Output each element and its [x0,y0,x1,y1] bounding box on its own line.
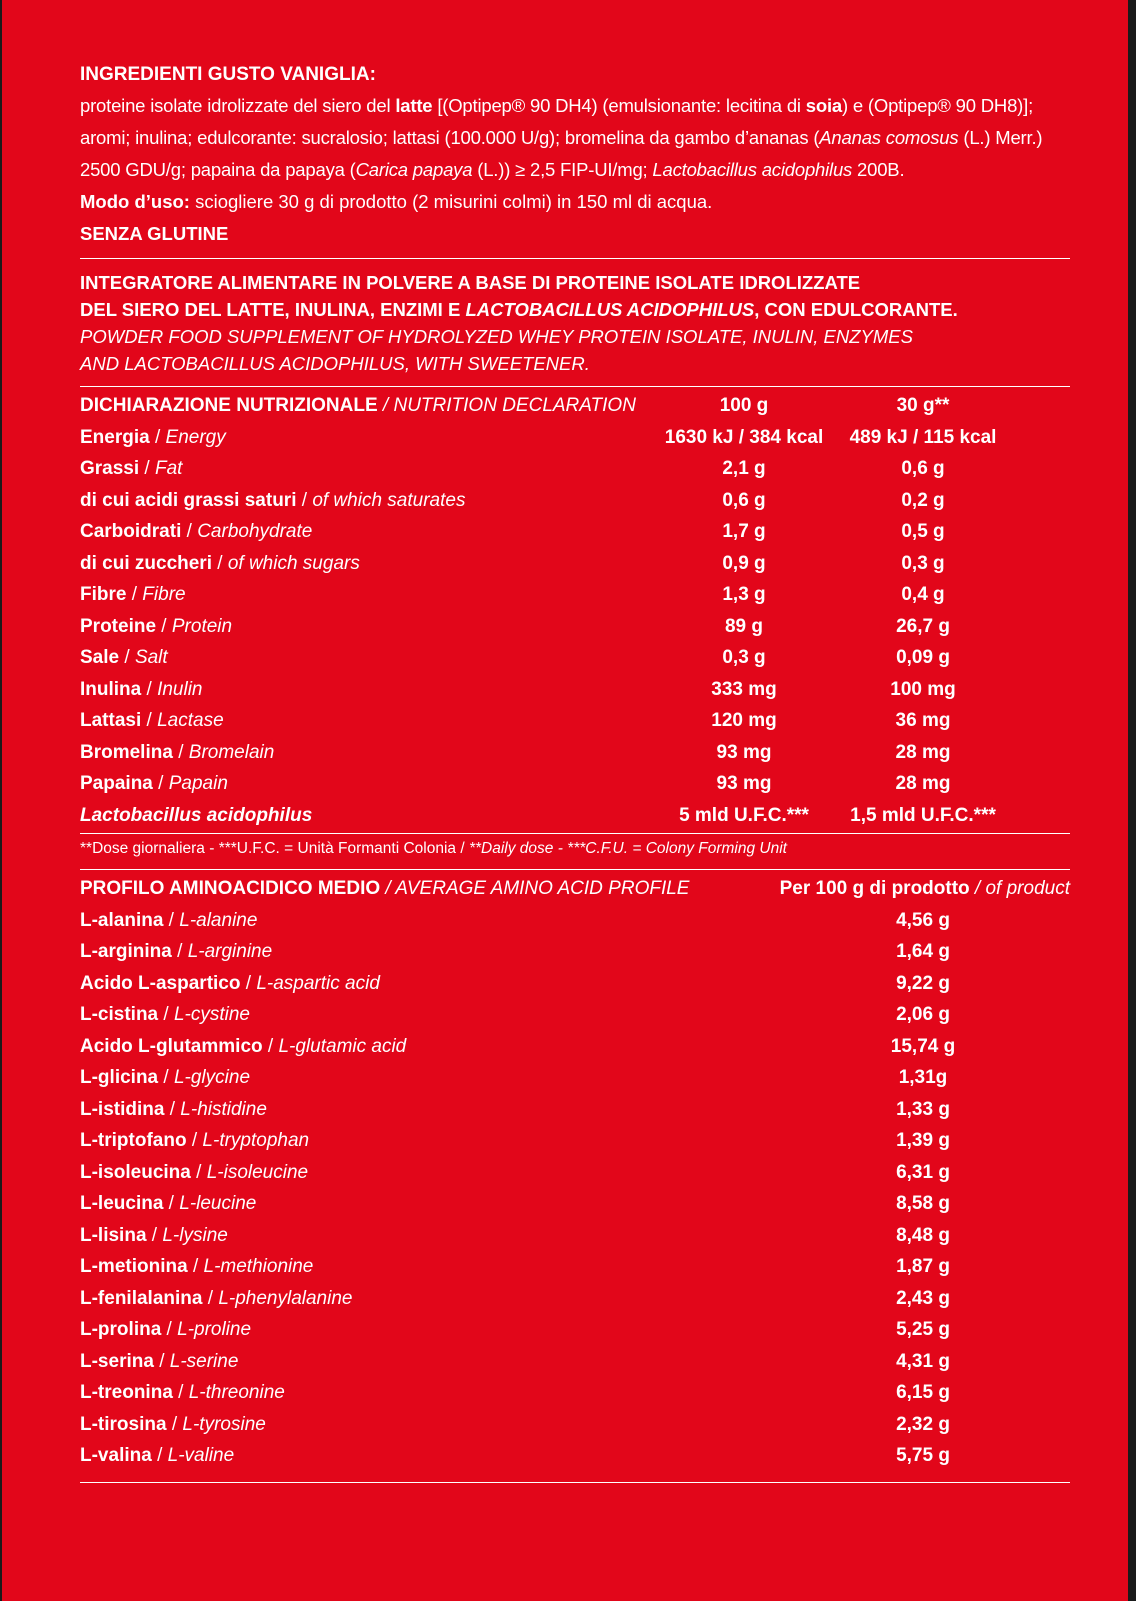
divider [80,1482,1070,1483]
nutrient-sep: / [156,615,172,637]
amino-row [80,1440,1070,1472]
amino-sep: / [190,1161,207,1183]
amino-value: 4,56 g [896,909,950,931]
nutrient-value-30g: 100 mg [890,678,956,700]
amino-name-en: L-tyrosine [182,1413,266,1435]
amino-sep: / [164,1098,181,1120]
amino-sep: / [172,1382,189,1403]
product-title-it-2c: , CON EDULCORANTE. [754,299,958,320]
amino-name-it: L-prolina [80,1319,162,1340]
nutrient-sep: / [141,710,158,731]
amino-sep: / [240,972,257,994]
nutrient-label [80,768,228,800]
amino-label [80,1283,352,1315]
nutrient-value-100g: 0,9 g [722,552,766,574]
product-title-en-2: AND LACTOBACILLUS ACIDOPHILUS, WITH SWEETENER. [80,353,590,374]
amino-name-en: L-arginine [187,941,273,962]
amino-label [80,1125,309,1157]
product-title-it-1: INTEGRATORE ALIMENTARE IN POLVERE A BASE DI PROTEINE ISOLATE IDROLIZZATE [80,272,861,293]
nutrient-name-it: di cui acidi grassi saturi [80,489,297,511]
amino-sep: / [166,1413,183,1435]
amino-name-en: L-glycine [173,1067,251,1088]
amino-header [80,873,1070,905]
nutrition-row [80,642,1070,674]
amino-table [80,873,1070,1472]
amino-label [80,905,257,937]
label-content [80,62,1070,1483]
amino-label [80,1188,256,1220]
nutrient-sep: / [152,773,169,794]
nutrient-label [80,422,226,454]
amino-label [80,1094,267,1126]
nutrition-row [80,516,1070,548]
nutrient-label [80,674,203,706]
nutrition-header-en: / NUTRITION DECLARATION [377,395,636,416]
nutrient-value-100g: 93 mg [716,741,772,763]
amino-row [80,1283,1070,1315]
amino-sep: / [146,1224,163,1246]
nutrient-value-30g: 28 mg [895,741,951,763]
nutrient-name-en: Salt [134,647,168,668]
nutrient-value-30g: 0,09 g [896,647,950,668]
amino-name-it: L-valina [80,1445,152,1466]
nutrition-row [80,737,1070,769]
nutrition-row [80,579,1070,611]
amino-value: 6,31 g [896,1161,950,1183]
amino-row [80,1157,1070,1189]
amino-sep: / [158,1067,174,1088]
ing-part-6: 200B. [852,159,905,180]
amino-name-en: L-proline [177,1319,252,1340]
nutrient-value-30g: 0,5 g [901,521,945,542]
nutrient-name-en: Lactase [157,710,224,731]
amino-label [80,1314,251,1346]
nutrient-label [80,485,465,517]
amino-header-it: PROFILO AMINOACIDICO MEDIO [80,878,381,899]
amino-label [80,1377,285,1409]
product-title-it-2b: LACTOBACILLUS ACIDOPHILUS [465,299,755,320]
nutrient-sep: / [181,521,198,542]
nutrient-label [80,611,232,643]
amino-name-en: L-leucine [179,1193,257,1214]
nutrient-sep: / [139,458,155,479]
nutrient-name-it: Bromelina [80,741,173,763]
amino-value: 5,75 g [896,1445,950,1466]
amino-name-it: L-alanina [80,909,164,931]
amino-name-en: L-aspartic acid [256,972,380,994]
amino-sep: / [158,1004,174,1025]
amino-name-it: L-arginina [80,941,172,962]
nutrient-value-30g: 489 kJ / 115 kcal [849,426,997,448]
nutrient-value-30g: 26,7 g [896,615,950,637]
ingredients-text [80,90,1070,186]
ing-part-5: (L.)) ≥ 2,5 FIP-UI/mg; [472,159,653,180]
amino-name-it: L-triptofano [80,1130,187,1151]
amino-row [80,1094,1070,1126]
nutrient-name-en: Papain [168,773,228,794]
nutrient-name-en: Energy [165,426,226,448]
footnote-it: **Dose giornaliera - ***U.F.C. = Unità Formanti Colonia / [80,840,469,857]
nutrition-row [80,422,1070,454]
lacto-v30: 1,5 mld U.F.C.*** [850,804,996,826]
nutrient-value-100g: 1,3 g [722,584,766,605]
nutrient-value-30g: 36 mg [895,710,951,731]
amino-row [80,1314,1070,1346]
amino-label [80,1220,228,1252]
allergen-soy: soia [805,95,842,116]
amino-row [80,1251,1070,1283]
nutrient-sep: / [296,489,313,511]
allergen-milk: latte [395,95,433,116]
amino-name-en: L-serine [169,1350,239,1372]
amino-row [80,1377,1070,1409]
nutrient-value-30g: 0,6 g [901,458,945,479]
ing-part-3: ) e (Optipep® 90 DH8)]; aromi; inulina; edulcorante: sucralosio; lattasi (100.000 U/g); bromelina da gambo d’ananas ( [80,95,1034,148]
amino-sep: / [151,1445,168,1466]
lacto-v100: 5 mld U.F.C.*** [679,804,809,826]
nutrition-row [80,485,1070,517]
divider [80,869,1070,870]
amino-header-label [80,873,689,905]
nutrient-sep: / [149,426,166,448]
amino-value: 1,33 g [896,1098,950,1120]
nutrient-label [80,548,360,580]
amino-value: 1,39 g [896,1130,950,1151]
amino-row [80,1409,1070,1441]
divider [80,258,1070,259]
amino-name-en: L-valine [167,1445,235,1466]
amino-name-it: L-leucina [80,1193,164,1214]
amino-name-en: L-isoleucine [206,1161,309,1183]
nutrient-sep: / [119,647,135,668]
nutrition-row [80,768,1070,800]
amino-name-en: L-methionine [203,1256,314,1277]
ing-part-4: (L.) Merr.) 2500 GDU/g; papaina da papaya ( [80,127,1043,180]
nutrient-sep: / [141,678,158,700]
amino-name-en: L-alanine [179,909,258,931]
nutrient-sep: / [172,741,189,763]
amino-name-it: L-treonina [80,1382,173,1403]
amino-name-it: Acido L-aspartico [80,972,241,994]
amino-name-it: L-isoleucina [80,1161,191,1183]
product-title-it-2 [80,296,1070,323]
nutrient-value-100g: 93 mg [716,773,772,794]
amino-label [80,1440,234,1472]
nutrition-row [80,611,1070,643]
nutrient-value-100g: 0,3 g [722,647,766,668]
nutrition-row [80,453,1070,485]
amino-rows [80,905,1070,1472]
product-description [80,269,1070,377]
amino-name-it: L-lisina [80,1224,147,1246]
usage-line [80,186,1070,218]
nutrient-name-it: Sale [80,647,120,668]
nutrient-name-it: di cui zuccheri [80,552,212,574]
amino-col-en: / of product [969,878,1070,899]
nutrient-value-100g: 1,7 g [722,521,766,542]
nutrient-name-it: Carboidrati [80,521,182,542]
nutrition-header [80,390,1070,422]
amino-row [80,1031,1070,1063]
left-edge-border [0,0,2,1601]
nutrition-rows [80,422,1070,800]
nutrient-name-it: Proteine [80,615,157,637]
col-100g: 100 g [719,395,769,416]
nutrient-name-en: Fibre [142,584,186,605]
nutrient-value-100g: 2,1 g [722,458,766,479]
nutrient-name-en: Fat [155,458,183,479]
amino-name-it: L-tirosina [80,1413,167,1435]
nutrition-row-lactobacillus [80,800,1070,832]
amino-row [80,1062,1070,1094]
ingredients-title: INGREDIENTI GUSTO VANIGLIA: [80,64,376,85]
amino-value: 8,58 g [896,1193,950,1214]
nutrient-label [80,705,224,737]
nutrient-value-30g: 0,2 g [901,489,945,511]
amino-name-it: L-fenilalanina [80,1287,203,1309]
amino-col-header [760,873,1070,905]
amino-name-it: L-metionina [80,1256,188,1277]
amino-value: 6,15 g [896,1382,950,1403]
nutrient-name-it: Papaina [80,773,153,794]
nutrient-name-en: Protein [171,615,233,637]
amino-name-it: L-istidina [80,1098,165,1120]
amino-value: 2,06 g [896,1004,950,1025]
amino-label [80,999,250,1031]
amino-sep: / [163,909,180,931]
nutrient-label [80,737,274,769]
nutrient-value-30g: 0,3 g [901,552,945,574]
amino-row [80,1188,1070,1220]
ing-part-2: [(Optipep® 90 DH4) (emulsionante: lecitina di [432,95,806,116]
amino-row [80,1220,1070,1252]
papaya-latin-name: Carica papaya [355,159,473,180]
gluten-free-badge: SENZA GLUTINE [80,223,229,244]
amino-label [80,1409,266,1441]
nutrition-row [80,674,1070,706]
amino-label [80,1251,313,1283]
amino-value: 4,31 g [896,1350,950,1372]
divider [80,386,1070,387]
amino-label [80,1346,238,1378]
col-30g: 30 g** [896,395,950,416]
usage-label: Modo d’uso: [80,191,190,212]
product-title-en-1: POWDER FOOD SUPPLEMENT OF HYDROLYZED WHEY PROTEIN ISOLATE, INULIN, ENZYMES [80,326,913,347]
nutrient-name-en: of which saturates [312,489,466,511]
nutrition-footnote [80,834,1070,864]
amino-row [80,905,1070,937]
lacto-label: Lactobacillus acidophilus [80,804,313,826]
amino-value: 9,22 g [896,972,950,994]
lacto-latin-name: Lactobacillus acidophilus [652,159,853,180]
nutrient-value-100g: 120 mg [711,710,777,731]
amino-value: 15,74 g [890,1035,956,1057]
nutrient-name-en: Bromelain [188,741,275,763]
amino-name-it: L-cistina [80,1004,159,1025]
amino-name-it: L-serina [80,1350,154,1372]
nutrient-sep: / [126,584,143,605]
amino-value: 1,87 g [896,1256,950,1277]
amino-value: 2,43 g [896,1287,950,1309]
nutrient-name-en: Inulin [157,678,203,700]
nutrient-name-it: Inulina [80,678,142,700]
amino-sep: / [202,1287,219,1309]
ananas-latin-name: Ananas comosus [819,127,959,148]
nutrient-name-it: Grassi [80,458,140,479]
nutrition-header-it: DICHIARAZIONE NUTRIZIONALE [80,395,378,416]
nutrient-value-30g: 28 mg [895,773,951,794]
right-edge-border [1128,0,1136,1601]
amino-value: 2,32 g [896,1413,950,1435]
amino-sep: / [163,1193,180,1214]
nutrition-row [80,548,1070,580]
nutrient-name-it: Fibre [80,584,127,605]
nutrition-header-label [80,390,636,422]
amino-sep: / [262,1035,279,1057]
amino-value: 8,48 g [896,1224,950,1246]
amino-name-en: L-phenylalanine [218,1287,353,1309]
amino-row [80,936,1070,968]
nutrient-name-it: Energia [80,426,150,448]
amino-name-en: L-cystine [173,1004,250,1025]
nutrient-value-30g: 0,4 g [901,584,945,605]
nutrition-table [80,390,1070,831]
nutrient-name-it: Lattasi [80,710,142,731]
product-title-it-2a: DEL SIERO DEL LATTE, INULINA, ENZIMI E [80,299,466,320]
amino-name-en: L-histidine [180,1098,267,1120]
amino-label [80,1062,250,1094]
usage-text: sciogliere 30 g di prodotto (2 misurini colmi) in 150 ml di acqua. [189,191,713,212]
nutrient-label [80,516,312,548]
amino-row [80,1125,1070,1157]
amino-row [80,1346,1070,1378]
amino-sep: / [171,941,188,962]
amino-name-en: L-threonine [188,1382,285,1403]
nutrition-row [80,705,1070,737]
amino-value: 1,64 g [896,941,950,962]
nutrient-sep: / [211,552,228,574]
ingredients-section [80,62,1070,250]
nutrient-name-en: of which sugars [227,552,360,574]
amino-name-en: L-glutamic acid [278,1035,407,1057]
amino-value: 5,25 g [896,1319,950,1340]
amino-col-it: Per 100 g di prodotto [779,878,970,899]
amino-label [80,936,272,968]
nutrient-label [80,579,186,611]
amino-label [80,1031,406,1063]
amino-name-en: L-lysine [162,1224,228,1246]
nutrient-label [80,642,168,674]
amino-value: 1,31g [898,1067,948,1088]
nutrient-value-100g: 0,6 g [722,489,766,511]
amino-row [80,968,1070,1000]
amino-sep: / [187,1256,204,1277]
amino-name-it: Acido L-glutammico [80,1035,263,1057]
amino-sep: / [161,1319,178,1340]
nutrient-name-en: Carbohydrate [197,521,313,542]
nutrient-value-100g: 333 mg [711,678,777,700]
nutrient-value-100g: 1630 kJ / 384 kcal [664,426,824,448]
amino-name-it: L-glicina [80,1067,159,1088]
amino-label [80,968,380,1000]
nutrient-value-100g: 89 g [724,615,764,637]
amino-sep: / [186,1130,203,1151]
ing-part-1: proteine isolate idrolizzate del siero del [80,95,396,116]
amino-sep: / [153,1350,170,1372]
amino-row [80,999,1070,1031]
amino-name-en: L-tryptophan [202,1130,310,1151]
nutrient-label [80,453,182,485]
amino-header-en: / AVERAGE AMINO ACID PROFILE [380,878,690,899]
footnote-en: **Daily dose - ***C.F.U. = Colony Forming Unit [468,840,787,857]
amino-label [80,1157,308,1189]
